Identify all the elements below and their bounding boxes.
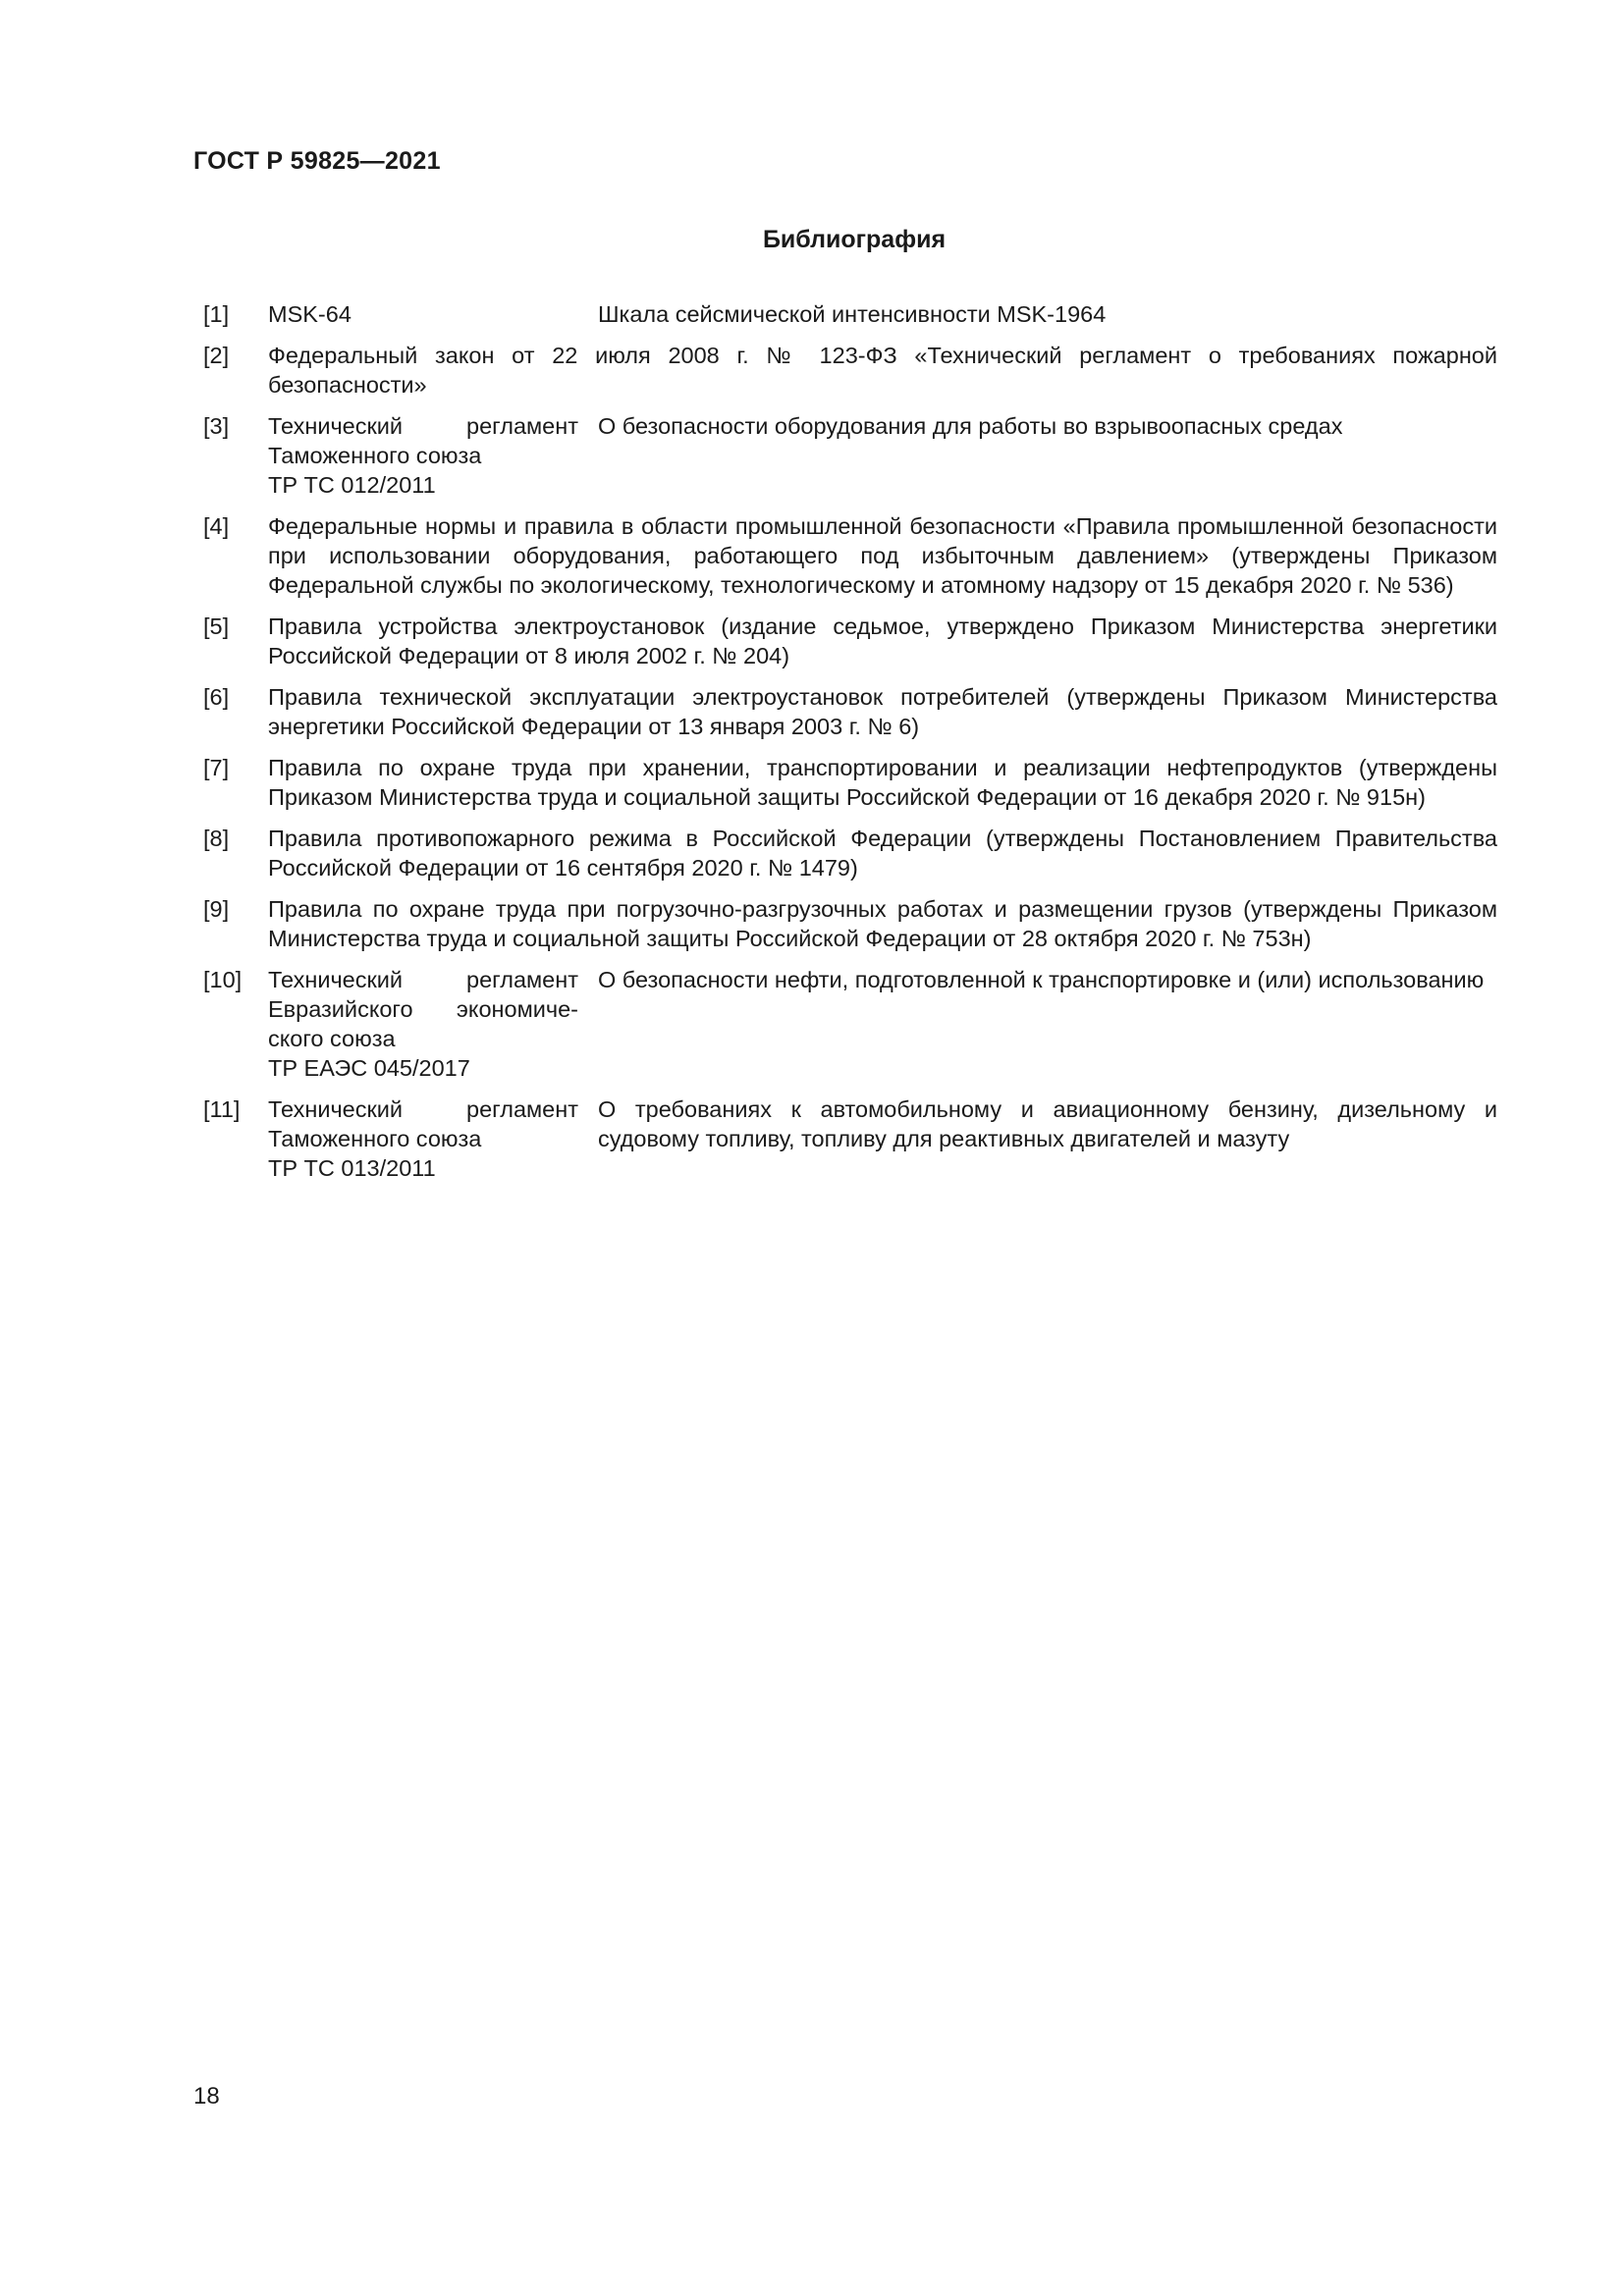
bibliography-entry [203, 612, 1497, 670]
reference-word: экономиче- [456, 996, 578, 1022]
entry-description: О безопасности оборудования для работы во взрывоопасных средах [598, 413, 1343, 439]
bibliography-entry [203, 299, 1497, 329]
bibliography-title: Библиография [762, 226, 947, 253]
entry-text: Правила по охране труда при погрузочно-разгрузочных работах и размещении грузов (утверждены Приказом Министерства труда и социальной защиты Российской Федерации от 28 октября 2020 г. № 753н) [268, 896, 1497, 951]
entry-number: [9] [203, 896, 230, 922]
reference-word: Таможенного союза [268, 1126, 482, 1151]
bibliography-entry [203, 341, 1497, 400]
entry-reference [268, 965, 578, 1083]
entry-number: [2] [203, 343, 230, 368]
entry-description: О безопасности нефти, подготовленной к транспортировке и (или) использованию [598, 967, 1485, 992]
entry-number: [5] [203, 614, 230, 639]
reference-word: Технический [268, 413, 404, 439]
entry-number: [1] [203, 301, 230, 327]
reference-word: MSK-64 [268, 301, 352, 327]
entry-reference [268, 299, 578, 329]
entry-description: Шкала сейсмической интенсивности MSK-1964 [598, 301, 1107, 327]
entry-text: Федеральный закон от 22 июля 2008 г. № 123-ФЗ «Технический регламент о требованиях пожарной безопасности» [268, 343, 1497, 398]
entry-text: Правила устройства электроустановок (издание седьмое, утверждено Приказом Министерства энергетики Российской Федерации от 8 июля 2002 г. № 204) [268, 614, 1497, 668]
entry-text: Правила по охране труда при хранении, транспортировании и реализации нефтепродуктов (утверждены Приказом Министерства труда и социальной защиты Российской Федерации от 16 декабря 2020 г. № 915н) [268, 755, 1497, 810]
bibliography-entry [203, 682, 1497, 741]
entry-number: [11] [203, 1096, 241, 1122]
entry-reference [268, 411, 578, 500]
entry-description: О требованиях к автомобильному и авиационному бензину, дизельному и судовому топливу, топливу для реактивных двигателей и мазуту [598, 1096, 1497, 1151]
entry-reference [268, 1095, 578, 1183]
reference-word: Таможенного союза [268, 443, 482, 468]
entry-number: [8] [203, 826, 230, 851]
reference-word: регламент [466, 1096, 578, 1122]
entry-text: Федеральные нормы и правила в области промышленной безопасности «Правила промышленной безопасности при использовании оборудования, работающего под избыточным давлением» (утверждены Приказом Федеральной службы по экологическому, технологическому и атомному надзору от 15 декабря 2020 г. № 536) [268, 513, 1497, 598]
bibliography-entry [203, 753, 1497, 812]
bibliography-entry [203, 965, 1497, 1083]
bibliography-entry [203, 1095, 1497, 1183]
entry-number: [7] [203, 755, 230, 780]
document-code-header: ГОСТ Р 59825—2021 [193, 147, 441, 175]
entry-text: Правила технической эксплуатации электроустановок потребителей (утверждены Приказом Министерства энергетики Российской Федерации от 13 января 2003 г. № 6) [268, 684, 1497, 739]
reference-word: Технический [268, 1096, 404, 1122]
bibliography-entry [203, 411, 1497, 500]
bibliography-entry [203, 894, 1497, 953]
bibliography-list [203, 299, 1497, 1195]
entry-number: [10] [203, 967, 243, 992]
reference-word: ТР ТС 013/2011 [268, 1155, 436, 1181]
entry-text: Правила противопожарного режима в Российской Федерации (утверждены Постановлением Правительства Российской Федерации от 16 сентября 2020 г. № 1479) [268, 826, 1497, 881]
entry-number: [3] [203, 413, 230, 439]
reference-word: Евразийского [268, 996, 413, 1022]
reference-word: регламент [466, 967, 578, 992]
reference-word: ского союза [268, 1026, 396, 1051]
reference-word: ТР ЕАЭС 045/2017 [268, 1055, 470, 1081]
entry-number: [6] [203, 684, 230, 710]
reference-word: ТР ТС 012/2011 [268, 472, 436, 498]
bibliography-entry [203, 511, 1497, 600]
entry-number: [4] [203, 513, 230, 539]
bibliography-entry [203, 824, 1497, 882]
page-number: 18 [193, 2083, 220, 2109]
reference-word: Технический [268, 967, 404, 992]
reference-word: регламент [466, 413, 578, 439]
